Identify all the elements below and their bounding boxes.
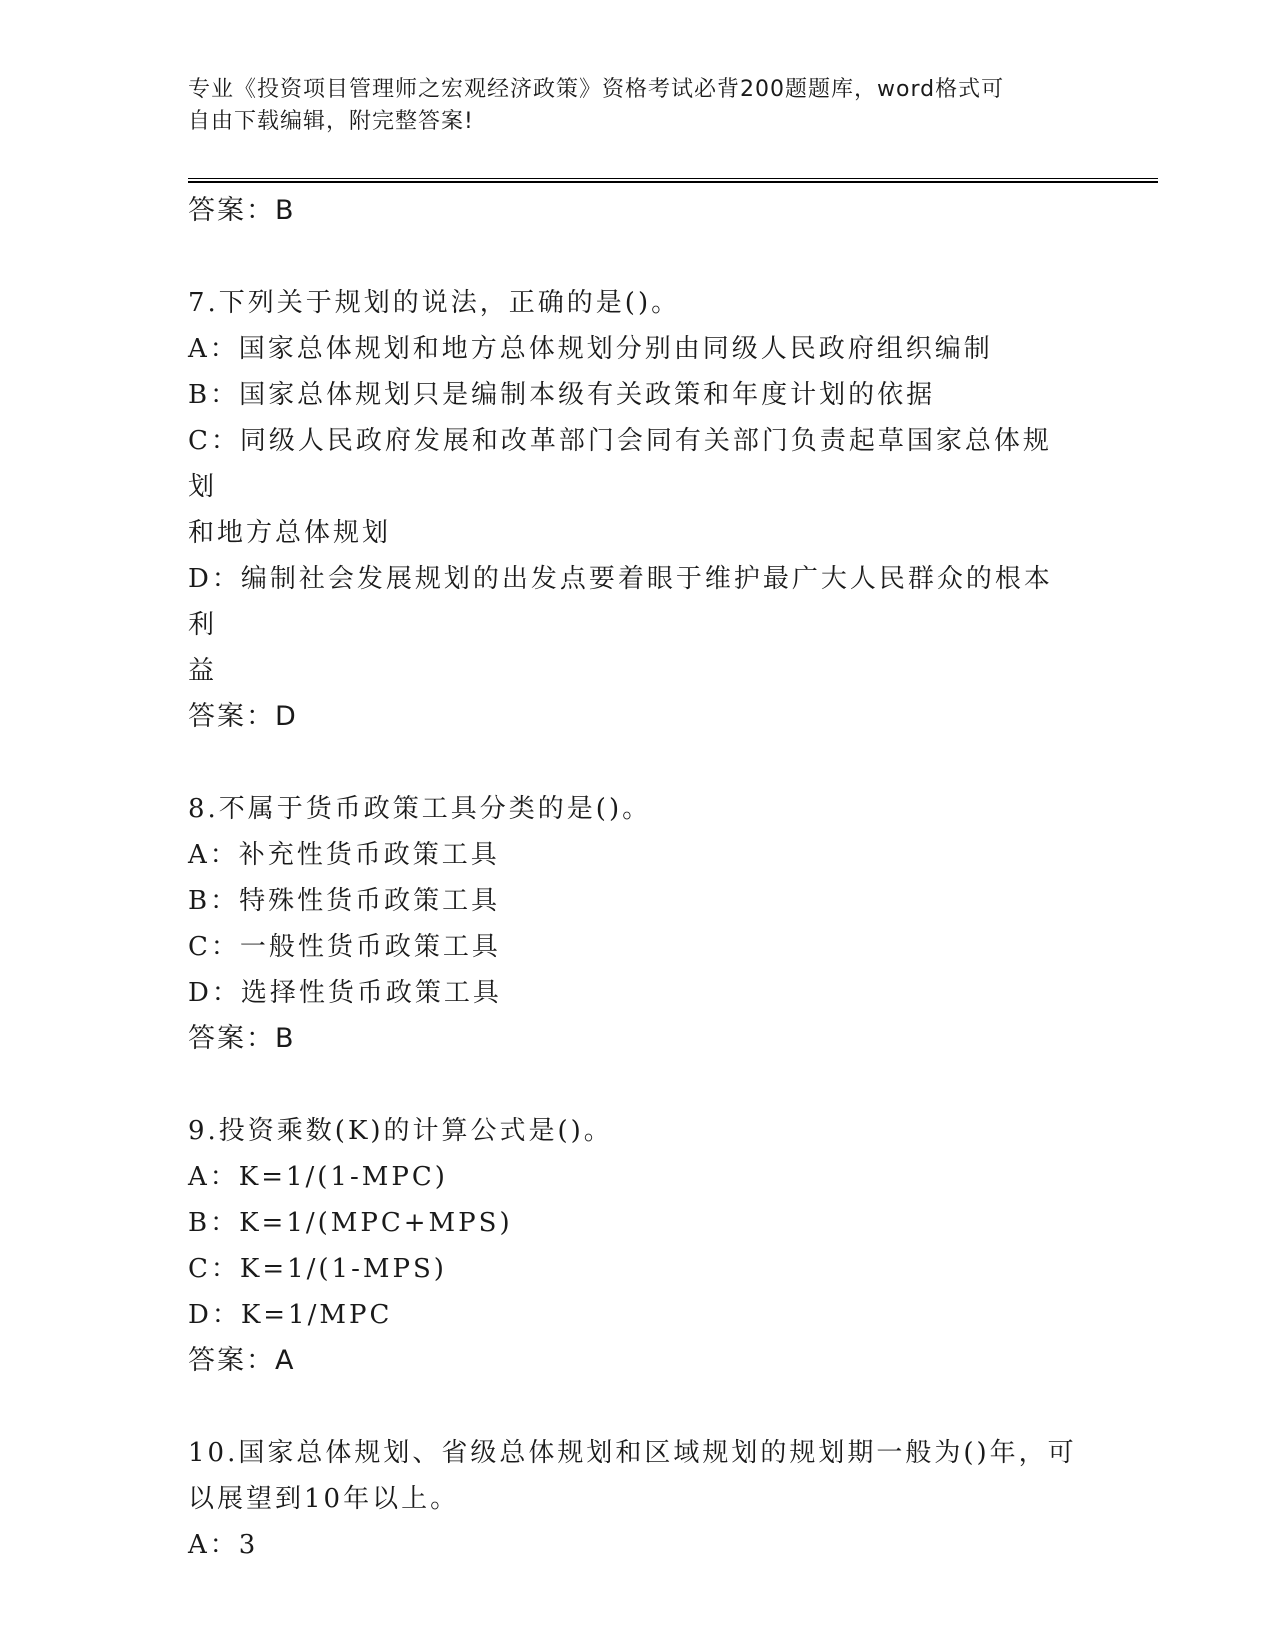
header-divider: [188, 178, 1158, 183]
option-line: C：同级人民政府发展和改革部门会同有关部门负责起草国家总体规划: [188, 426, 1052, 502]
question-stem: 以展望到10年以上。: [188, 1484, 460, 1514]
option-line: 和地方总体规划: [188, 518, 392, 548]
question-spacer: [188, 1384, 1078, 1430]
question-stem: 10.国家总体规划、省级总体规划和区域规划的规划期一般为()年，可: [188, 1438, 1077, 1468]
questions-container: [188, 234, 1078, 1568]
option-line: D：K=1/MPC: [188, 1300, 393, 1330]
option-line: A：3: [188, 1530, 259, 1560]
answer-line: 答案：D: [188, 701, 298, 732]
option-line: A：K=1/(1-MPC): [188, 1162, 448, 1192]
answer-line: 答案：B: [188, 1023, 296, 1054]
question-spacer: [188, 740, 1078, 786]
document-header: [188, 74, 1068, 138]
option-line: C：K=1/(1-MPS): [188, 1254, 447, 1284]
question-stem: 8.不属于货币政策工具分类的是()。: [188, 794, 652, 824]
question-spacer: [188, 1062, 1078, 1108]
question-stem: 9.投资乘数(K)的计算公式是()。: [188, 1116, 613, 1146]
question-block: [188, 1384, 1078, 1568]
question-block: [188, 234, 1078, 740]
question-block: [188, 1062, 1078, 1384]
option-line: B：K=1/(MPC+MPS): [188, 1208, 513, 1238]
question-stem: 7.下列关于规划的说法，正确的是()。: [188, 288, 681, 318]
answer-line: 答案：A: [188, 1345, 296, 1376]
option-line: D：选择性货币政策工具: [188, 978, 502, 1008]
question-list: [188, 188, 1078, 1568]
option-line: C：一般性货币政策工具: [188, 932, 501, 962]
option-line: D：编制社会发展规划的出发点要着眼于维护最广大人民群众的根本利: [188, 564, 1053, 640]
option-line: A：补充性货币政策工具: [188, 840, 500, 870]
header-line-2: 自由下载编辑，附完整答案!: [188, 109, 474, 134]
option-line: B：国家总体规划只是编制本级有关政策和年度计划的依据: [188, 380, 936, 410]
header-line-1: 专业《投资项目管理师之宏观经济政策》资格考试必背200题题库，word格式可: [188, 77, 1005, 102]
answer-line: 答案：B: [188, 195, 296, 226]
question-block: [188, 740, 1078, 1062]
question-spacer: [188, 234, 1078, 280]
option-line: B：特殊性货币政策工具: [188, 886, 501, 916]
option-line: A：国家总体规划和地方总体规划分别由同级人民政府组织编制: [188, 334, 993, 364]
option-line: 益: [188, 656, 218, 686]
